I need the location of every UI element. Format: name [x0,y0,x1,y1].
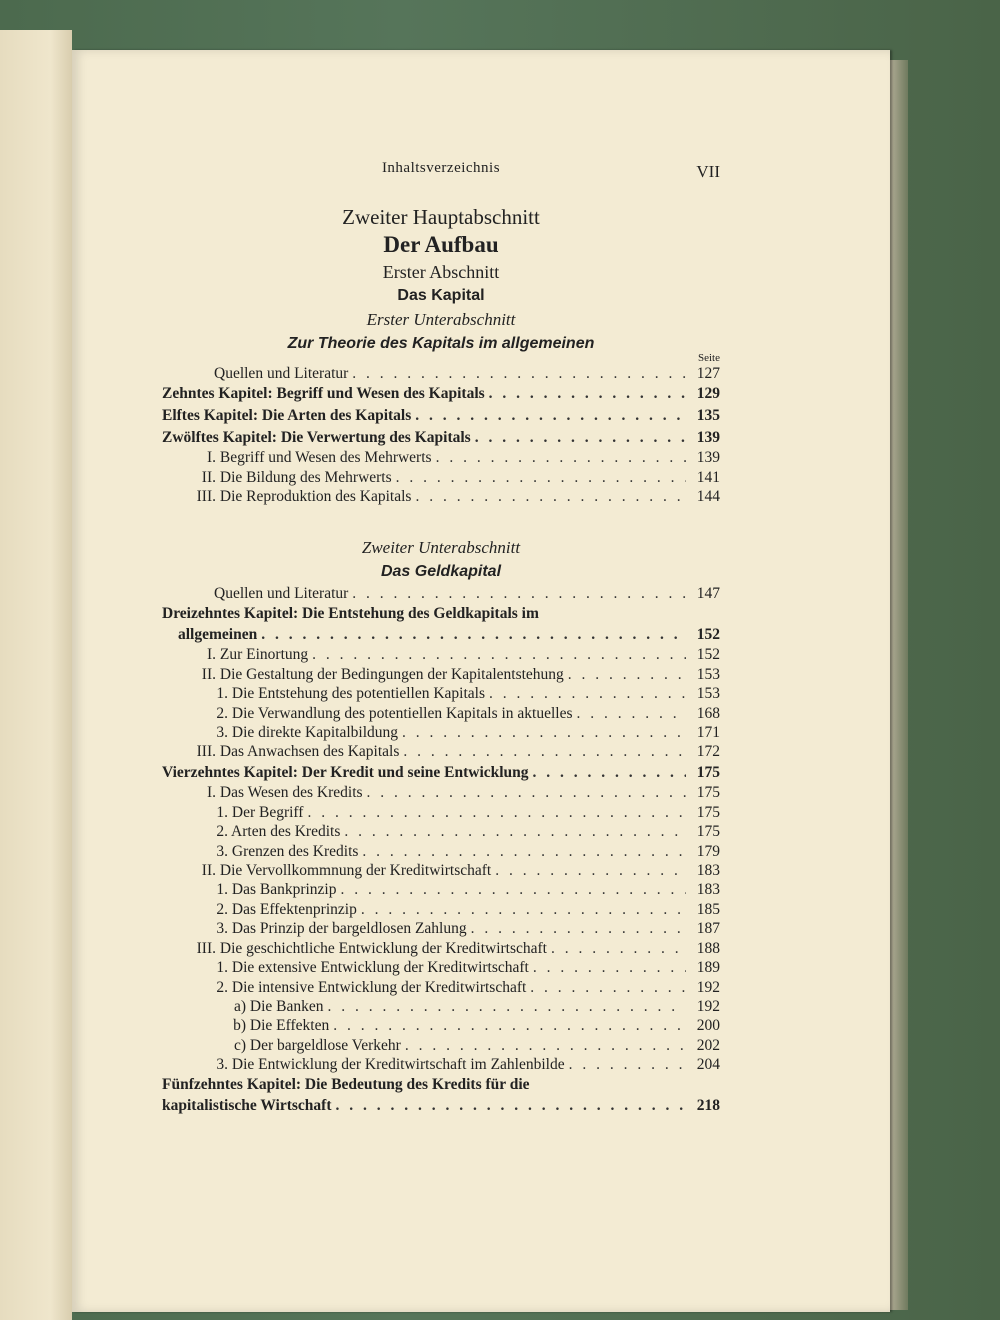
toc-entry-number: 3. [216,1056,228,1074]
toc-chapter[interactable] [162,762,720,784]
toc-entry-page: 202 [696,1036,720,1054]
toc-entry-text: Grenzen des Kredits [231,842,359,860]
toc-entry-page: 179 [696,842,720,860]
toc-entry-page: 171 [696,724,720,742]
toc-entry-page: 192 [696,978,720,996]
running-head [162,160,720,190]
toc-entry-page: 141 [696,468,720,486]
toc-entry[interactable] [162,704,720,723]
leader-dots [336,1095,686,1117]
toc-entry[interactable] [162,448,720,467]
leader-dots [307,803,686,822]
toc-entry-page: 185 [696,900,720,918]
toc-entry-page: 144 [696,488,720,505]
toc-entry-text: kapitalistische Wirtschaft [162,1096,332,1114]
toc-entry-page: 175 [696,823,720,841]
toc-entry-text: Quellen und Literatur [214,585,349,603]
toc-entry-page: 172 [696,743,720,761]
seite-label: Seite [698,352,720,364]
leader-dots [396,468,686,487]
toc-entry-number: I. [206,646,216,664]
toc-entry-text: Die Entwicklung der Kreditwirtschaft im Zahlenbilde [231,1056,565,1074]
toc-entry[interactable] [162,900,720,919]
leader-dots [533,762,686,784]
toc-entry-number: 2. [216,823,228,841]
toc-entry-number: 2. [216,900,228,918]
toc-entry-number: II. [201,468,216,486]
toc-entry-page: 188 [696,939,720,957]
toc-entry-number: I. [206,449,216,467]
page-stack-edge [888,60,908,1310]
part-one-title: Das Kapital [397,287,485,304]
toc-entry-text: Der bargeldlose Verkehr [249,1036,401,1054]
chapter-14-entries [162,783,720,1074]
toc-entry-page: 152 [696,625,720,643]
toc-entry-number: c) [233,1036,246,1054]
leader-dots [361,900,686,919]
leader-dots [405,1036,686,1055]
toc-entry[interactable] [162,1036,720,1055]
toc-entry-number: 2. [216,704,228,722]
toc-entry-number: I. [206,784,216,802]
toc-entry-page: 168 [696,704,720,722]
toc-entry-number: 3. [216,842,228,860]
part-two-unterabschnitt: Zweiter Unterabschnitt [361,538,521,558]
toc-entry-page: 147 [696,585,720,603]
toc-entry-page: 153 [696,665,720,683]
toc-entry[interactable] [162,723,720,742]
toc-entry-number: III. [196,743,216,761]
toc-entry-page: 127 [696,365,720,382]
toc-entry[interactable] [162,584,720,603]
toc-entry-page: 200 [696,1017,720,1035]
toc-entry-text: Zehntes Kapitel: Begriff und Wesen des Kapitals [162,385,485,403]
toc-entry-page: 153 [696,685,720,703]
toc-entry-text: Die extensive Entwicklung der Kreditwirtschaft [231,959,529,977]
leader-dots [489,383,686,405]
toc-entry-text: Vierzehntes Kapitel: Der Kredit und seine Entwicklung [162,763,529,781]
toc-entry[interactable] [162,783,720,802]
toc-entry[interactable] [162,997,720,1016]
toc-entry-text: Die geschichtliche Entwicklung der Kreditwirtschaft [219,939,547,957]
toc-entry[interactable] [162,978,720,997]
toc-entry-page: 139 [696,449,720,467]
toc-entry-text: Elftes Kapitel: Die Arten des Kapitals [162,407,412,424]
table-of-contents [162,160,720,1116]
toc-entry-number: 2. [216,978,228,996]
leader-dots [471,919,686,938]
toc-entry-text: Zwölftes Kapitel: Die Verwertung des Kapitals [162,428,471,446]
toc-entry-text: Die Bildung des Mehrwerts [219,468,392,486]
toc-entry-text: Die intensive Entwicklung der Kreditwirtschaft [231,978,527,996]
toc-entry-number: a) [233,997,246,1015]
toc-entry-text: Die Gestaltung der Bedingungen der Kapitalentstehung [219,665,564,683]
toc-entry-page: 175 [696,784,720,802]
toc-entry-page: 218 [696,1096,720,1114]
toc-entry-text: Der Begriff [231,803,304,821]
toc-entry[interactable] [162,1016,720,1035]
toc-entry-text: allgemeinen [178,625,258,643]
toc-entry-number: 3. [216,724,228,742]
leader-dots [475,427,686,449]
toc-chapter-line1[interactable]: Dreizehntes Kapitel: Die Entstehung des Geldkapitals im [162,604,539,622]
toc-entry-page: 189 [696,959,720,977]
toc-entry-text: Begriff und Wesen des Mehrwerts [219,449,432,467]
toc-entry[interactable] [162,665,720,684]
leader-dots [403,742,686,761]
toc-chapter[interactable] [162,405,720,427]
toc-entry[interactable] [162,645,720,664]
part-two-subtitle: Das Geldkapital [380,563,502,581]
toc-entry-number: 1. [216,959,228,977]
leader-dots [530,978,686,997]
leader-dots [533,958,686,977]
toc-entry-page: 175 [696,803,720,821]
toc-entry-text: Das Prinzip der bargeldlosen Zahlung [231,920,467,938]
leader-dots [415,405,686,427]
toc-entry-text: Das Effektenprinzip [231,900,357,918]
toc-entry-text: Das Bankprinzip [231,881,337,899]
leader-dots [436,448,686,467]
toc-entry-page: 187 [696,920,720,938]
toc-entry[interactable] [162,684,720,703]
toc-entry-number: 3. [216,920,228,938]
toc-entry-number: 1. [216,803,228,821]
toc-entry-text: Die direkte Kapitalbildung [231,724,399,742]
toc-entry[interactable] [162,742,720,761]
toc-entry[interactable] [162,919,720,938]
toc-entry[interactable] [162,842,720,861]
toc-chapter[interactable] [162,427,720,449]
toc-entry[interactable] [162,1055,720,1074]
part-one-entries [162,364,720,506]
section-title: Der Aufbau [383,232,499,257]
toc-entry-number: II. [201,665,216,683]
toc-entry-text: Die Banken [249,997,324,1015]
toc-entry-text: Quellen und Literatur [214,365,349,382]
toc-entry-text: Die Reproduktion des Kapitals [219,488,412,505]
toc-entry-page: 139 [696,428,720,446]
leader-dots [415,487,686,506]
page-number: VII [696,162,720,181]
toc-entry-page: 183 [696,881,720,899]
toc-entry[interactable] [162,939,720,958]
toc-entry-page: 175 [696,763,720,781]
toc-entry[interactable] [162,803,720,822]
toc-entry-page: 192 [696,997,720,1015]
leader-dots [495,861,686,880]
toc-chapter-line2[interactable] [162,1095,720,1117]
leader-dots [327,997,686,1016]
spacer [162,506,720,536]
toc-entry-text: Das Anwachsen des Kapitals [219,743,400,761]
toc-entry-text: Die Entstehung des potentiellen Kapitals [231,685,485,703]
part-one-abschnitt: Erster Abschnitt [382,262,500,282]
toc-entry-number: III. [196,939,216,957]
toc-entry-text: Die Verwandlung des potentiellen Kapitals in aktuelles [231,704,573,722]
leader-dots [344,822,686,841]
toc-entry-page: 204 [696,1056,720,1074]
leader-dots [333,1016,686,1035]
section-main-heading: Zweiter Hauptabschnitt [342,205,540,229]
part-one-unterabschnitt: Erster Unterabschnitt [366,310,516,329]
toc-entry-text: Arten des Kredits [231,823,341,841]
toc-entry[interactable] [162,958,720,977]
toc-entry-text: Die Vervollkommnung der Kreditwirtschaft [219,862,492,880]
leader-dots [402,723,686,742]
toc-entry-number: 1. [216,685,228,703]
toc-entry-text: Zur Einortung [219,646,309,664]
toc-entry-number: b) [233,1017,246,1035]
toc-entry-text: Die Effekten [249,1017,330,1035]
toc-entry-page: 152 [696,646,720,664]
toc-entry-page: 135 [696,407,720,424]
leader-dots [312,645,686,664]
leader-dots [568,665,686,684]
leader-dots [489,684,686,703]
part-two-entries [162,584,720,645]
previous-page-edge [0,30,72,1320]
leader-dots [362,842,686,861]
toc-entry[interactable] [162,468,720,487]
leader-dots [577,704,686,723]
leader-dots [352,584,686,603]
toc-chapter[interactable] [162,383,720,405]
toc-entry-number: III. [196,488,216,505]
toc-entry[interactable] [162,364,720,383]
chapter-13-entries [162,645,720,761]
leader-dots [551,939,686,958]
toc-entry-page: 183 [696,862,720,880]
toc-entry-number: 1. [216,881,228,899]
toc-chapter-line2[interactable] [162,624,720,646]
running-title: Inhaltsverzeichnis [381,160,501,176]
leader-dots [261,624,686,646]
leader-dots [352,364,686,383]
toc-entry-page: 129 [696,385,720,403]
leader-dots [367,783,686,802]
toc-entry-text: Das Wesen des Kredits [219,784,363,802]
part-one-subtitle: Zur Theorie des Kapitals im allgemeinen [287,335,595,352]
leader-dots [569,1055,686,1074]
toc-entry[interactable] [162,861,720,880]
toc-entry[interactable] [162,822,720,841]
toc-entry[interactable] [162,880,720,899]
toc-chapter-line1[interactable]: Fünfzehntes Kapitel: Die Bedeutung des Kredits für die [162,1075,530,1093]
toc-entry[interactable] [162,487,720,506]
leader-dots [340,880,686,899]
toc-entry-number: II. [201,862,216,880]
